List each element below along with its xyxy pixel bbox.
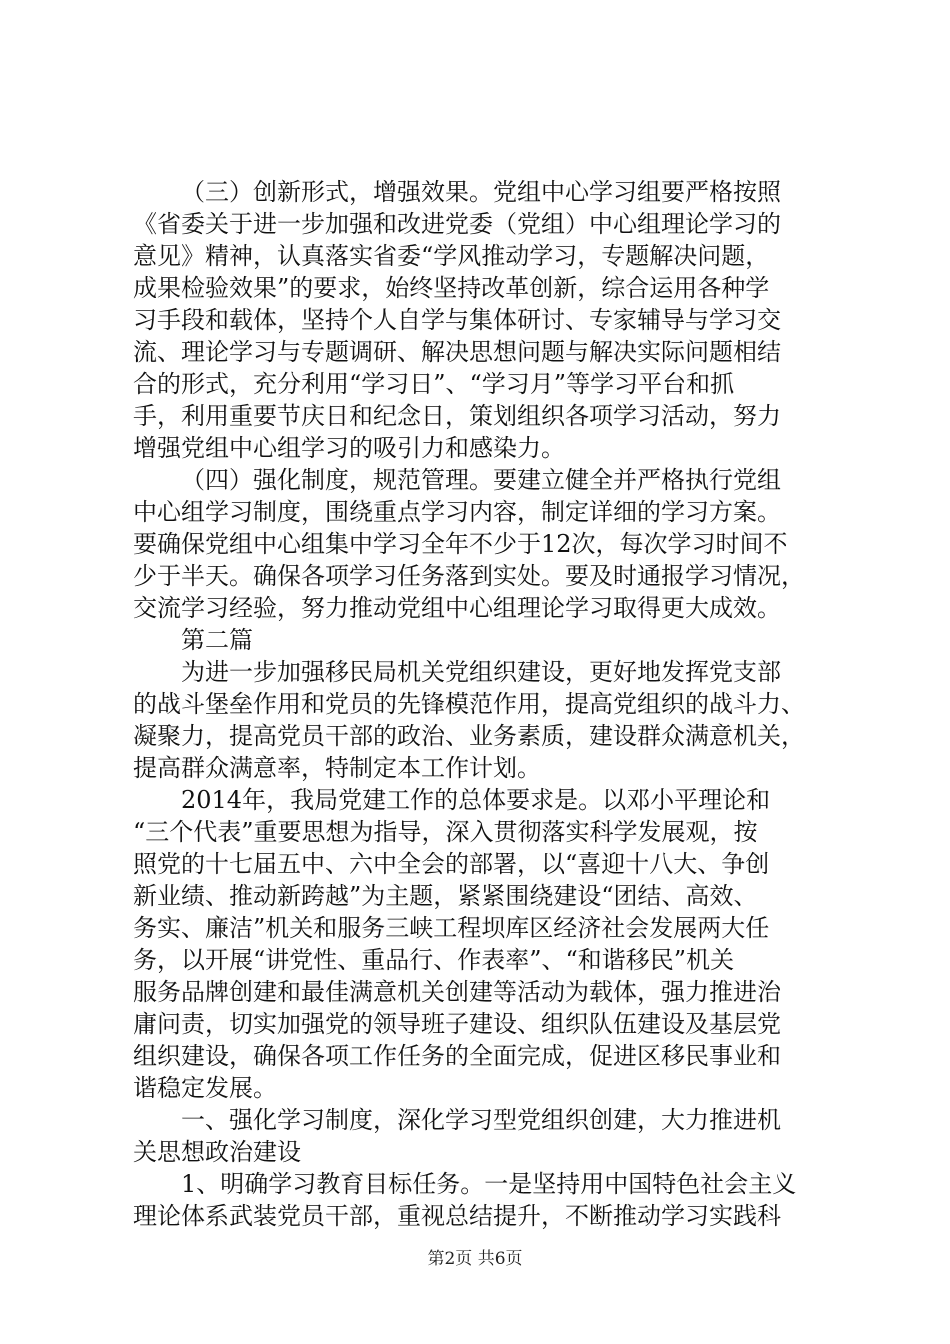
text-line: （三）创新形式，增强效果。党组中心学习组要严格按照 xyxy=(181,178,781,206)
section-heading: 第二篇 xyxy=(181,626,253,654)
text-line: 提高群众满意率，特制定本工作计划。 xyxy=(133,754,541,782)
text-line: 意见》精神，认真落实省委“学风推动学习，专题解决问题， xyxy=(133,242,770,270)
text-line: 成果检验效果”的要求，始终坚持改革创新，综合运用各种学 xyxy=(133,274,770,302)
text-line: “三个代表”重要思想为指导，深入贯彻落实科学发展观，按 xyxy=(133,818,758,846)
text-line: 流、理论学习与专题调研、解决思想问题与解决实际问题相结 xyxy=(133,338,781,366)
text-line: 少于半天。确保各项学习任务落到实处。要及时通报学习情况， xyxy=(133,562,805,590)
text-line: 凝聚力，提高党员干部的政治、业务素质，建设群众满意机关， xyxy=(133,722,805,750)
text-line: 合的形式，充分利用“学习日”、“学习月”等学习平台和抓 xyxy=(133,370,735,398)
text-line: 中心组学习制度，围绕重点学习内容，制定详细的学习方案。 xyxy=(133,498,781,526)
text-line: 增强党组中心组学习的吸引力和感染力。 xyxy=(133,434,565,462)
text-line: 服务品牌创建和最佳满意机关创建等活动为载体，强力推进治 xyxy=(133,978,781,1006)
text-line: 理论体系武装党员干部，重视总结提升，不断推动学习实践科 xyxy=(133,1202,781,1230)
text-line: 的战斗堡垒作用和党员的先锋模范作用，提高党组织的战斗力、 xyxy=(133,690,805,718)
text-line: 《省委关于进一步加强和改进党委（党组）中心组理论学习的 xyxy=(133,210,781,238)
text-line: 一、强化学习制度，深化学习型党组织创建，大力推进机 xyxy=(181,1106,781,1134)
text-line: 交流学习经验，努力推动党组中心组理论学习取得更大成效。 xyxy=(133,594,781,622)
text-line: 习手段和载体，坚持个人自学与集体研讨、专家辅导与学习交 xyxy=(133,306,781,334)
text-line: 为进一步加强移民局机关党组织建设，更好地发挥党支部 xyxy=(181,658,781,686)
text-line: 手，利用重要节庆日和纪念日，策划组织各项学习活动，努力 xyxy=(133,402,781,430)
text-line: 谐稳定发展。 xyxy=(133,1074,277,1102)
text-line: 务，以开展“讲党性、重品行、作表率”、“和谐移民”机关 xyxy=(133,946,735,974)
text-line: 组织建设，确保各项工作任务的全面完成，促进区移民事业和 xyxy=(133,1042,781,1070)
text-line: 务实、廉洁”机关和服务三峡工程坝库区经济社会发展两大任 xyxy=(133,914,770,942)
page-number: 第2页 共6页 xyxy=(427,1249,523,1269)
text-line: 要确保党组中心组集中学习全年不少于12次，每次学习时间不 xyxy=(133,530,788,558)
text-line: 庸问责，切实加强党的领导班子建设、组织队伍建设及基层党 xyxy=(133,1010,781,1038)
text-line: （四）强化制度，规范管理。要建立健全并严格执行党组 xyxy=(181,466,781,494)
text-line: 照党的十七届五中、六中全会的部署，以“喜迎十八大、争创 xyxy=(133,850,770,878)
text-line: 1、明确学习教育目标任务。一是坚持用中国特色社会主义 xyxy=(181,1170,797,1198)
text-line: 新业绩、推动新跨越”为主题，紧紧围绕建设“团结、高效、 xyxy=(133,882,758,910)
text-line: 2014年，我局党建工作的总体要求是。以邓小平理论和 xyxy=(181,786,771,814)
text-line: 关思想政治建设 xyxy=(133,1138,301,1166)
